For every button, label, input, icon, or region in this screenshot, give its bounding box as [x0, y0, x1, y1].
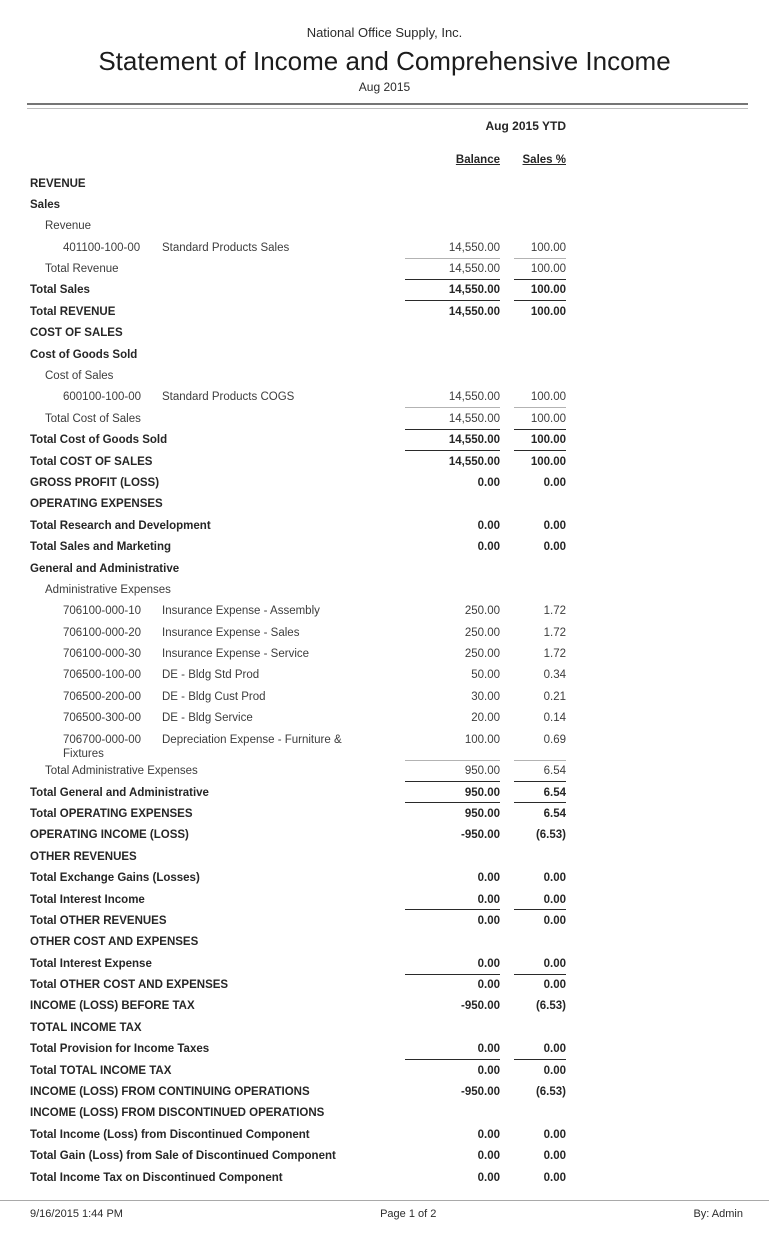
row-label: Administrative Expenses: [45, 583, 171, 596]
balance-value: 0.00: [405, 889, 500, 910]
column-spacer: [500, 729, 514, 761]
report-row: [30, 729, 566, 761]
balance-value: 0.00: [477, 914, 500, 927]
column-spacer: [500, 846, 514, 867]
balance-value: [405, 932, 500, 953]
sales-pct-value: [514, 194, 566, 215]
column-spacer: [500, 323, 514, 344]
column-headers: [30, 153, 566, 167]
sales-pct-value: 1.72: [543, 648, 566, 661]
balance-value: [405, 558, 500, 579]
report-footer: [0, 1200, 769, 1221]
row-label-wrap: Fixtures: [63, 747, 104, 760]
sales-pct-value: 6.54: [514, 761, 566, 782]
column-spacer: [500, 975, 514, 996]
column-spacer: [500, 622, 514, 643]
column-spacer: [500, 803, 514, 824]
row-label: Total Provision for Income Taxes: [30, 1043, 210, 1056]
balance-value: 14,550.00: [405, 259, 500, 280]
balance-value: 0.00: [477, 1128, 500, 1141]
row-label: Total REVENUE: [30, 305, 116, 318]
column-spacer: [500, 558, 514, 579]
sales-pct-value: 0.00: [543, 872, 566, 885]
column-spacer: [500, 173, 514, 194]
balance-value: 30.00: [471, 690, 500, 703]
row-label: Insurance Expense - Assembly: [162, 605, 320, 618]
row-label: Total Cost of Sales: [45, 412, 141, 425]
report-row: [30, 494, 566, 515]
sales-pct-value: [514, 344, 566, 365]
report-row: [30, 996, 566, 1017]
report-row: [30, 366, 566, 387]
report-row: [30, 537, 566, 558]
report-row: [30, 889, 566, 910]
sales-pct-value: (6.53): [535, 1000, 566, 1013]
report-row: [30, 803, 566, 824]
sales-pct-value: [514, 558, 566, 579]
column-spacer: [500, 761, 514, 782]
sales-pct-value: 0.00: [543, 1171, 566, 1184]
sales-pct-column-header: Sales %: [522, 154, 566, 166]
balance-value: 100.00: [405, 729, 500, 761]
column-spacer: [500, 259, 514, 280]
row-label: INCOME (LOSS) BEFORE TAX: [30, 1000, 195, 1013]
column-spacer: [500, 782, 514, 803]
report-body: [0, 173, 769, 1188]
account-number: 706500-300-00: [63, 712, 142, 725]
column-spacer: [500, 1167, 514, 1188]
report-row: [30, 1167, 566, 1188]
sales-pct-value: [514, 1103, 566, 1124]
report-row: [30, 1017, 566, 1038]
sales-pct-value: 0.00: [543, 1128, 566, 1141]
report-row: [30, 579, 566, 600]
column-spacer: [500, 601, 514, 622]
column-spacer: [500, 910, 514, 931]
balance-column-header: Balance: [455, 154, 500, 166]
balance-value: 14,550.00: [405, 430, 500, 451]
row-label: DE - Bldg Service: [162, 712, 253, 725]
account-number: 706100-000-20: [63, 626, 142, 639]
report-row: [30, 1060, 566, 1081]
column-spacer: [500, 387, 514, 408]
report-row: [30, 975, 566, 996]
report-row: [30, 686, 566, 707]
balance-value: [405, 173, 500, 194]
column-spacer: [500, 953, 514, 974]
account-number: 706100-000-10: [63, 605, 142, 618]
balance-value: 0.00: [477, 476, 500, 489]
report-row: [30, 451, 566, 472]
report-row: [30, 953, 566, 974]
report-row: [30, 237, 566, 258]
sales-pct-value: 0.00: [543, 979, 566, 992]
column-spacer: [500, 644, 514, 665]
balance-value: 0.00: [477, 1064, 500, 1077]
column-spacer: [500, 932, 514, 953]
column-spacer: [500, 537, 514, 558]
report-row: [30, 1124, 566, 1145]
report-row: [30, 216, 566, 237]
sales-pct-value: 1.72: [543, 605, 566, 618]
column-spacer: [500, 451, 514, 472]
balance-value: 0.00: [477, 979, 500, 992]
balance-value: 0.00: [477, 519, 500, 532]
sales-pct-value: 0.00: [543, 1064, 566, 1077]
report-row: [30, 782, 566, 803]
row-label: DE - Bldg Std Prod: [162, 669, 260, 682]
sales-pct-value: [514, 323, 566, 344]
column-spacer: [500, 665, 514, 686]
footer-user: By: Admin: [693, 1208, 743, 1220]
row-label: REVENUE: [30, 177, 86, 190]
balance-value: 250.00: [464, 626, 500, 639]
account-number: 706700-000-00: [63, 733, 142, 746]
row-label: Standard Products COGS: [162, 391, 295, 404]
report-row: [30, 665, 566, 686]
report-row: [30, 173, 566, 194]
balance-value: 50.00: [471, 669, 500, 682]
report-row: [30, 387, 566, 408]
column-spacer: [500, 301, 514, 322]
balance-value: 950.00: [464, 807, 500, 820]
sales-pct-value: [514, 494, 566, 515]
sales-pct-value: 0.00: [543, 476, 566, 489]
sales-pct-value: [514, 579, 566, 600]
report-period: Aug 2015: [358, 80, 411, 94]
sales-pct-value: [514, 216, 566, 237]
sales-pct-value: [514, 846, 566, 867]
column-spacer: [500, 708, 514, 729]
sales-pct-value: [514, 932, 566, 953]
column-spacer: [500, 1060, 514, 1081]
balance-value: [405, 1103, 500, 1124]
balance-value: 950.00: [405, 761, 500, 782]
row-label: OTHER COST AND EXPENSES: [30, 936, 199, 949]
sales-pct-value: 0.34: [543, 669, 566, 682]
account-number: 401100-100-00: [63, 241, 141, 254]
column-spacer: [500, 280, 514, 301]
report-row: [30, 1039, 566, 1060]
row-label: Revenue: [45, 220, 92, 233]
balance-value: [405, 579, 500, 600]
balance-value: 14,550.00: [405, 387, 500, 408]
balance-value: 0.00: [405, 953, 500, 974]
column-spacer: [500, 1017, 514, 1038]
report-row: [30, 1103, 566, 1124]
report-row: [30, 644, 566, 665]
sales-pct-value: 0.00: [514, 953, 566, 974]
balance-value: -950.00: [460, 1000, 500, 1013]
row-label: OPERATING INCOME (LOSS): [30, 829, 189, 842]
report-row: [30, 515, 566, 536]
balance-value: 14,550.00: [448, 305, 500, 318]
report-row: [30, 408, 566, 429]
column-spacer: [500, 153, 514, 167]
row-label: General and Administrative: [30, 562, 180, 575]
sales-pct-value: [514, 173, 566, 194]
row-label: OTHER REVENUES: [30, 850, 137, 863]
column-spacer: [500, 686, 514, 707]
sales-pct-value: 100.00: [514, 259, 566, 280]
row-label: OPERATING EXPENSES: [30, 498, 163, 511]
column-spacer: [500, 494, 514, 515]
sales-pct-value: 0.00: [514, 889, 566, 910]
balance-value: 250.00: [464, 605, 500, 618]
column-spacer: [500, 825, 514, 846]
row-label: Total Administrative Expenses: [45, 765, 198, 778]
row-label: COST OF SALES: [30, 327, 123, 340]
column-spacer: [500, 237, 514, 258]
sales-pct-value: 100.00: [514, 280, 566, 301]
column-spacer: [500, 868, 514, 889]
sales-pct-value: 0.00: [514, 1039, 566, 1060]
column-spacer: [500, 1082, 514, 1103]
header-divider: [27, 103, 748, 109]
row-label: Cost of Sales: [45, 370, 114, 383]
sales-pct-value: 0.00: [543, 541, 566, 554]
balance-value: [405, 216, 500, 237]
balance-value: 0.00: [477, 872, 500, 885]
sales-pct-value: 100.00: [514, 430, 566, 451]
row-label: DE - Bldg Cust Prod: [162, 690, 266, 703]
balance-value: [405, 194, 500, 215]
sales-pct-value: 100.00: [514, 408, 566, 429]
row-label: Total TOTAL INCOME TAX: [30, 1064, 172, 1077]
sales-pct-value: [514, 1017, 566, 1038]
balance-value: 950.00: [405, 782, 500, 803]
row-label: INCOME (LOSS) FROM DISCONTINUED OPERATIONS: [30, 1107, 325, 1120]
row-label: Total OPERATING EXPENSES: [30, 807, 193, 820]
row-label: Insurance Expense - Service: [162, 648, 310, 661]
report-row: [30, 280, 566, 301]
report-row: [30, 601, 566, 622]
balance-value: 14,550.00: [405, 237, 500, 258]
balance-value: 0.00: [477, 1150, 500, 1163]
balance-value: 0.00: [477, 1171, 500, 1184]
row-label: Total Gain (Loss) from Sale of Discontinued Component: [30, 1150, 336, 1163]
sales-pct-value: 0.00: [543, 1150, 566, 1163]
report-row: [30, 846, 566, 867]
row-label: Total Sales: [30, 284, 90, 297]
column-spacer: [500, 996, 514, 1017]
row-label: Total Sales and Marketing: [30, 541, 172, 554]
footer-datetime: 9/16/2015 1:44 PM: [30, 1208, 123, 1220]
report-row: [30, 323, 566, 344]
report-row: [30, 761, 566, 782]
balance-value: 14,550.00: [448, 455, 500, 468]
sales-pct-value: 100.00: [530, 455, 566, 468]
balance-value: [405, 1017, 500, 1038]
sales-pct-value: 100.00: [514, 387, 566, 408]
balance-value: 20.00: [471, 712, 500, 725]
row-label: Standard Products Sales: [162, 241, 290, 254]
column-spacer: [500, 430, 514, 451]
column-spacer: [500, 1103, 514, 1124]
balance-value: 0.00: [477, 541, 500, 554]
report-row: [30, 259, 566, 280]
column-group-header: Aug 2015 YTD: [485, 119, 566, 133]
row-label: Total OTHER REVENUES: [30, 914, 167, 927]
report-row: [30, 1082, 566, 1103]
account-number: 706100-000-30: [63, 648, 142, 661]
sales-pct-value: 0.21: [543, 690, 566, 703]
row-label: Total Exchange Gains (Losses): [30, 872, 200, 885]
balance-value: [405, 846, 500, 867]
balance-value: 250.00: [464, 648, 500, 661]
row-label: Total Research and Development: [30, 519, 211, 532]
report-row: [30, 344, 566, 365]
balance-value: 0.00: [405, 1039, 500, 1060]
report-row: [30, 301, 566, 322]
row-label: TOTAL INCOME TAX: [30, 1021, 142, 1034]
sales-pct-value: 6.54: [543, 807, 566, 820]
row-label: Total Interest Expense: [30, 957, 152, 970]
report-row: [30, 910, 566, 931]
report-row: [30, 825, 566, 846]
row-label: Total General and Administrative: [30, 786, 209, 799]
row-label-column-header: [30, 153, 405, 167]
sales-pct-value: [514, 366, 566, 387]
report-title: Statement of Income and Comprehensive Income: [98, 46, 671, 76]
footer-page-number: Page 1 of 2: [380, 1208, 437, 1220]
report-row: [30, 1146, 566, 1167]
row-label: Total OTHER COST AND EXPENSES: [30, 979, 229, 992]
account-number: 706500-200-00: [63, 690, 142, 703]
row-label: Depreciation Expense - Furniture &: [162, 733, 342, 746]
column-spacer: [500, 408, 514, 429]
column-spacer: [500, 579, 514, 600]
column-spacer: [500, 194, 514, 215]
report-row: [30, 868, 566, 889]
row-label: Cost of Goods Sold: [30, 348, 138, 361]
report-row: [30, 194, 566, 215]
sales-pct-value: 0.14: [543, 712, 566, 725]
balance-value: -950.00: [460, 829, 500, 842]
report-row: [30, 472, 566, 493]
column-spacer: [500, 515, 514, 536]
account-number: 600100-100-00: [63, 391, 142, 404]
sales-pct-value: 6.54: [514, 782, 566, 803]
balance-value: [405, 344, 500, 365]
sales-pct-value: 0.00: [543, 519, 566, 532]
row-label: Total Income Tax on Discontinued Component: [30, 1171, 283, 1184]
report-row: [30, 622, 566, 643]
sales-pct-value: 0.00: [543, 914, 566, 927]
balance-value: [405, 366, 500, 387]
report-row: [30, 932, 566, 953]
column-spacer: [500, 1039, 514, 1060]
sales-pct-value: 100.00: [530, 305, 566, 318]
row-label: Total Income (Loss) from Discontinued Component: [30, 1128, 310, 1141]
row-label: Total Revenue: [45, 263, 119, 276]
row-label: Total Cost of Goods Sold: [30, 434, 168, 447]
column-spacer: [500, 1146, 514, 1167]
report-row: [30, 708, 566, 729]
balance-value: [405, 494, 500, 515]
column-spacer: [500, 366, 514, 387]
row-label: Total COST OF SALES: [30, 455, 153, 468]
row-label: INCOME (LOSS) FROM CONTINUING OPERATIONS: [30, 1086, 310, 1099]
row-label: Sales: [30, 198, 61, 211]
sales-pct-value: 0.69: [514, 729, 566, 761]
column-spacer: [500, 889, 514, 910]
company-name: National Office Supply, Inc.: [306, 25, 463, 40]
balance-value: -950.00: [460, 1086, 500, 1099]
column-spacer: [500, 344, 514, 365]
sales-pct-value: 1.72: [543, 626, 566, 639]
sales-pct-value: (6.53): [535, 829, 566, 842]
column-spacer: [500, 216, 514, 237]
column-spacer: [500, 1124, 514, 1145]
report-row: [30, 430, 566, 451]
column-spacer: [500, 472, 514, 493]
row-label: GROSS PROFIT (LOSS): [30, 476, 160, 489]
sales-pct-value: 100.00: [514, 237, 566, 258]
account-number: 706500-100-00: [63, 669, 142, 682]
row-label: Total Interest Income: [30, 893, 145, 906]
balance-value: [405, 323, 500, 344]
report-row: [30, 558, 566, 579]
balance-value: 14,550.00: [405, 408, 500, 429]
row-label: Insurance Expense - Sales: [162, 626, 300, 639]
sales-pct-value: (6.53): [535, 1086, 566, 1099]
balance-value: 14,550.00: [405, 280, 500, 301]
